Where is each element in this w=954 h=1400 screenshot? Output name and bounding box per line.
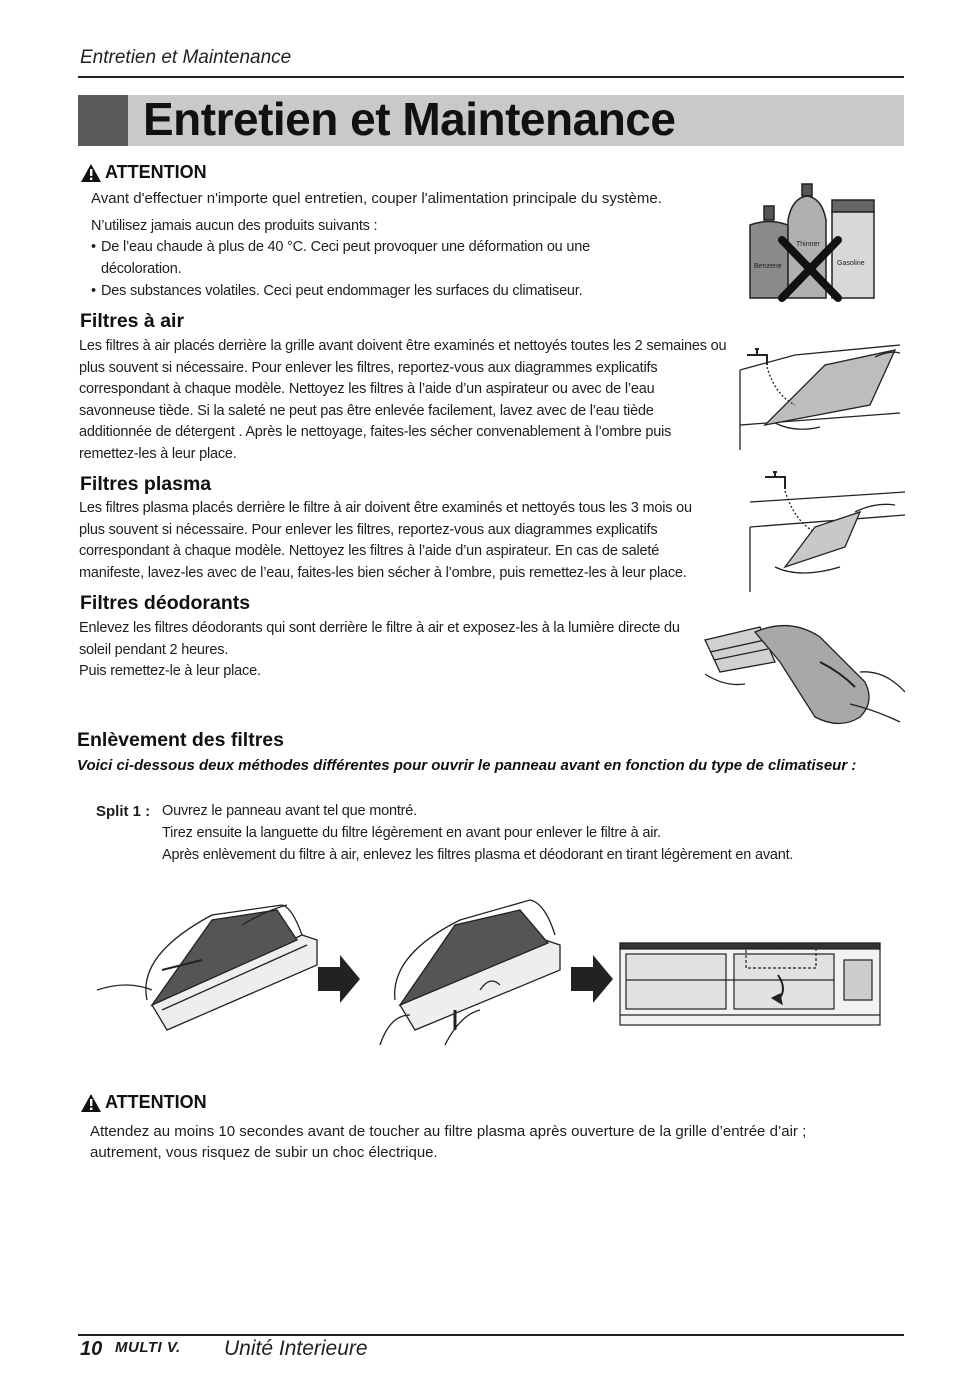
step-arrow-icon	[318, 955, 360, 1003]
warning-icon	[80, 163, 102, 183]
plasma-filters-heading: Filtres plasma	[80, 473, 212, 495]
title-accent-block	[78, 95, 128, 146]
removal-step-2: Tirez ensuite la languette du filtre légèrement en avant pour enlever le filtre à air.	[162, 825, 661, 841]
footer-rule	[78, 1334, 904, 1336]
removal-step-1: Ouvrez le panneau avant tel que montré.	[162, 803, 417, 819]
deodorant-filters-text-2: Puis remettez-le à leur place.	[79, 663, 261, 679]
open-front-panel-illustration	[92, 895, 322, 1045]
footer-title: Unité Interieure	[224, 1337, 368, 1360]
pull-filter-illustration	[370, 895, 565, 1050]
bottles-illustration	[740, 180, 880, 305]
attention-heading-2	[80, 1092, 207, 1113]
removal-heading: Enlèvement des filtres	[77, 729, 284, 751]
attention-text-1: Avant d'effectuer n'importe quel entretien, couper l'alimentation principale du système.	[91, 190, 662, 207]
air-filter-washing-illustration	[735, 335, 900, 450]
deodorant-filters-heading: Filtres déodorants	[80, 592, 251, 614]
attention-label-2: ATTENTION	[105, 1092, 207, 1112]
page-number: 10	[80, 1338, 103, 1360]
products-intro: N’utilisez jamais aucun des produits suivants :	[91, 218, 378, 234]
running-header: Entretien et Maintenance	[80, 47, 292, 68]
air-filters-heading: Filtres à air	[80, 310, 185, 332]
deodorant-filters-text: Enlevez les filtres déodorants qui sont derrière le filtre à air et exposez-les à la lumière directe du soleil pendant 2 heures.	[79, 620, 680, 658]
removal-step-3: Après enlèvement du filtre à air, enlevez les filtres plasma et déodorant en tirant légèrement en avant.	[162, 847, 794, 863]
bottle-label-benzene: Benzene	[754, 263, 782, 270]
multi-v-logo: MULTI V.	[115, 1339, 181, 1356]
step-arrow-icon-2	[571, 955, 613, 1003]
filters-layout-illustration	[618, 940, 882, 1028]
attention-text-2: Attendez au moins 10 secondes avant de toucher au filtre plasma après ouverture de la grille d’entrée d’air ; autrement, vous risquez de subir un choc électrique.	[90, 1123, 807, 1161]
bottle-label-thinner: Thinner	[796, 241, 820, 248]
bottle-label-gasoline: Gasoline	[837, 260, 865, 267]
vacuum-cleaning-illustration	[700, 612, 905, 732]
air-filters-text: Les filtres à air placés derrière la grille avant doivent être examinés et nettoyés toutes les 2 semaines ou plus souvent si nécessaire. Pour enlever les filtres, reportez-vous aux diagrammes explicatifs correspondant à chaque modèle. Nettoyez les filtres à l’aide d’un aspirateur ou avec de l’eau savonneuse tiède. Si la saleté ne peut pas être enlevée facilement, lavez avec de l’eau tiède additionnée de détergent . Après le nettoyage, faites-les sécher convenablement à l’ombre puis remettez-les à leur place.	[79, 338, 727, 462]
header-rule	[78, 76, 904, 78]
removal-intro: Voici ci-dessous deux méthodes différentes pour ouvrir le panneau avant en fonction du type de climatiseur :	[77, 757, 857, 774]
plasma-filter-washing-illustration	[745, 467, 905, 592]
warning-icon-2	[80, 1093, 102, 1113]
attention-heading-1	[80, 162, 207, 183]
bullet-volatile: • Des substances volatiles. Ceci peut endommager les surfaces du climatiseur.	[91, 283, 583, 299]
page-title: Entretien et Maintenance	[143, 93, 676, 145]
bullet-hot-water: • De l’eau chaude à plus de 40 °C. Ceci peut provoquer une déformation ou une décoloration.	[91, 239, 590, 277]
split-label: Split 1 :	[96, 803, 151, 820]
attention-label-1: ATTENTION	[105, 162, 207, 182]
plasma-filters-text: Les filtres plasma placés derrière le filtre à air doivent être examinés et nettoyés tous les 3 mois ou plus souvent si nécessaire. Pour enlever les filtres, reportez-vous aux diagrammes explicatifs correspondant à chaque modèle. Nettoyez les filtres à l’aide d’un aspirateur. En cas de saleté manifeste, lavez-les avec de l’eau, faites-les bien sécher à l’ombre, puis remettez-les à leur place.	[79, 500, 692, 581]
